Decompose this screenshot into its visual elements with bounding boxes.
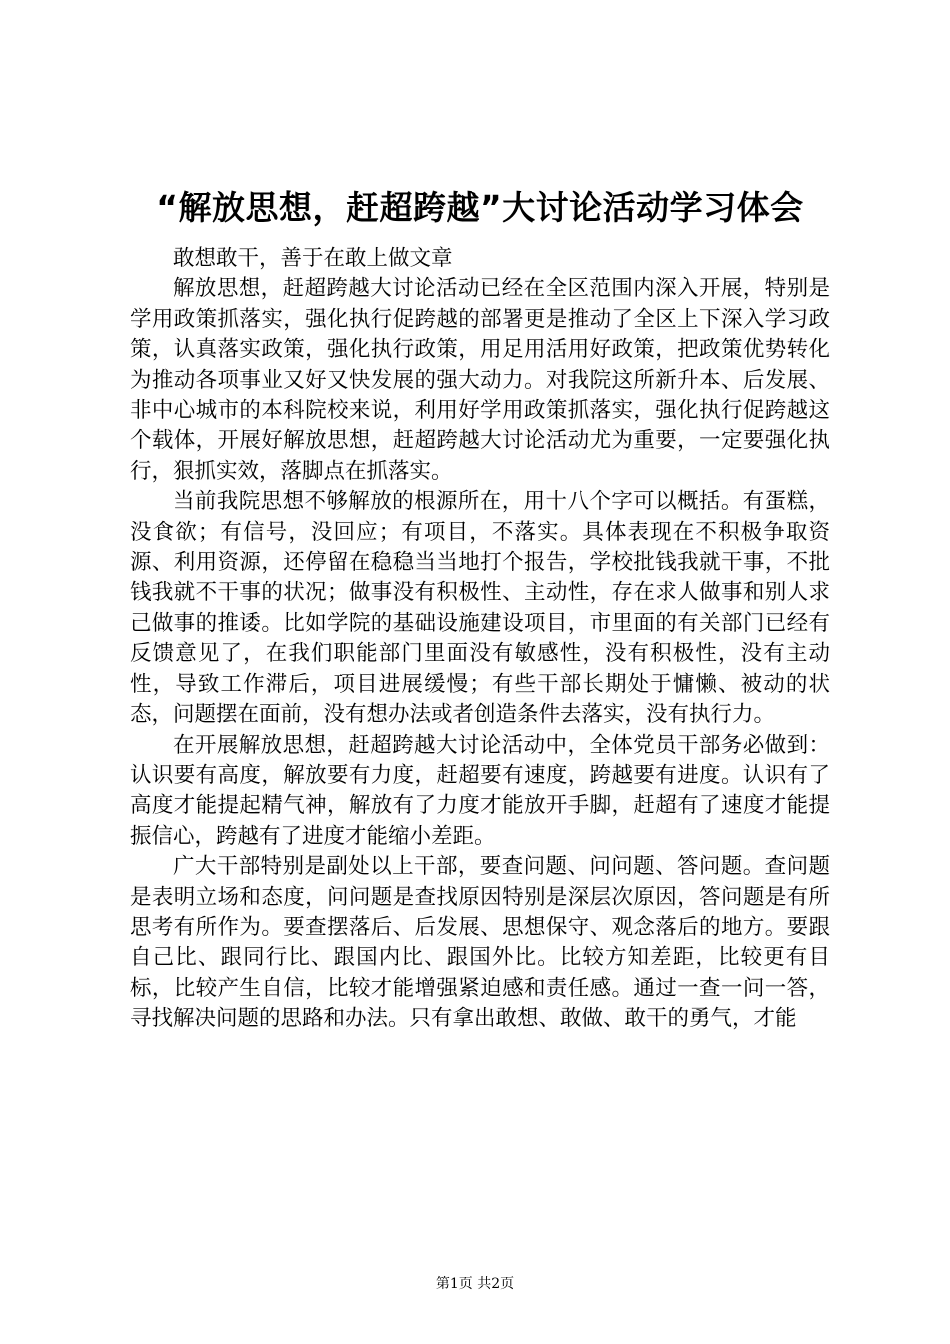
paragraph-4: 广大干部特别是副处以上干部，要查问题、问问题、答问题。查问题是表明立场和态度，问问题是查找原因特别是深层次原因，答问题是有所思考有所作为。要查摆落后、后发展、思想保守、观念落后的地方。要跟自己比、跟同行比、跟国内比、跟国外比。比较方知差距，比较更有目标，比较产生自信，比较才能增强紧迫感和责任感。通过一查一问一答，寻找解决问题的思路和办法。只有拿出敢想、敢做、敢干的勇气，才能: [130, 854, 830, 1032]
paragraph-1: 解放思想，赶超跨越大讨论活动已经在全区范围内深入开展，特别是学用政策抓落实，强化执行促跨越的部署更是推动了全区上下深入学习政策，认真落实政策，强化执行政策，用足用活用好政策，把政策优势转化为推动各项事业又好又快发展的强大动力。对我院这所新升本、后发展、非中心城市的本科院校来说，利用好学用政策抓落实，强化执行促跨越这个载体，开展好解放思想，赶超跨越大讨论活动尤为重要，一定要强化执行，狠抓实效，落脚点在抓落实。: [130, 276, 830, 484]
paragraph-3: 在开展解放思想，赶超跨越大讨论活动中，全体党员干部务必做到：认识要有高度，解放要有力度，赶超要有速度，跨越要有进度。认识有了高度才能提起精气神，解放有了力度才能放开手脚，赶超有了速度才能提振信心，跨越有了进度才能缩小差距。: [130, 732, 830, 849]
page-footer: 第1页 共2页: [435, 1276, 515, 1292]
document-title: “解放思想，赶超跨越”大讨论活动学习体会: [156, 188, 804, 227]
document-subtitle: 敢想敢干，善于在敢上做文章: [173, 246, 453, 271]
document-body: [130, 244, 830, 1035]
paragraph-2: 当前我院思想不够解放的根源所在，用十八个字可以概括。有蛋糕，没食欲；有信号，没回应；有项目，不落实。具体表现在不积极争取资源、利用资源，还停留在稳稳当当地打个报告，学校批钱我就干事，不批钱我就不干事的状况；做事没有积极性、主动性，存在求人做事和别人求己做事的推诿。比如学院的基础设施建设项目，市里面的有关部门已经有反馈意见了，在我们职能部门里面没有敏感性，没有积极性，没有主动性，导致工作滞后，项目进展缓慢；有些干部长期处于慵懒、被动的状态，问题摆在面前，没有想办法或者创造条件去落实，没有执行力。: [130, 489, 830, 728]
